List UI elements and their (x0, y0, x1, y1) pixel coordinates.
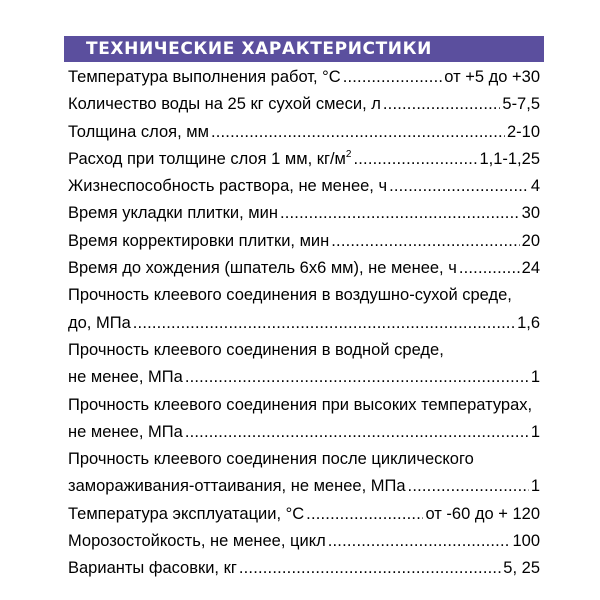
dot-leader (328, 528, 511, 555)
spec-label: Прочность клеевого соединения в водной среде, (68, 340, 444, 359)
spec-row-pot-life (68, 173, 540, 200)
spec-value: 1,1-1,25 (479, 149, 540, 168)
spec-value: 24 (521, 259, 540, 278)
spec-label: Прочность клеевого соединения после циклического (68, 450, 474, 469)
dot-leader (133, 310, 515, 337)
dot-leader (239, 555, 501, 582)
spec-row-strength-dry-line1 (68, 282, 540, 309)
dot-leader (211, 119, 505, 146)
spec-row-walk-time (68, 255, 540, 282)
dot-leader (185, 419, 529, 446)
spec-row-layer-thickness (68, 119, 540, 146)
dot-leader (408, 473, 529, 500)
spec-label: до, МПа (68, 313, 131, 332)
spec-label: Прочность клеевого соединения в воздушно-сухой среде, (68, 286, 512, 305)
spec-value: 20 (521, 231, 540, 250)
dot-leader (331, 228, 519, 255)
spec-row-laying-time (68, 200, 540, 227)
section-title: ТЕХНИЧЕСКИЕ ХАРАКТЕРИСТИКИ (86, 39, 432, 59)
section-header (64, 36, 544, 62)
spec-row-strength-cyclic (68, 473, 540, 500)
spec-row-strength-high-temp-line1 (68, 392, 540, 419)
dot-leader (353, 146, 477, 173)
dot-leader (280, 200, 520, 227)
spec-row-strength-cyclic-line1 (68, 446, 540, 473)
spec-label: Температура эксплуатации, °C (68, 504, 305, 523)
spec-label: Прочность клеевого соединения при высоких температурах, (68, 395, 533, 414)
spec-row-water-amount (68, 91, 540, 118)
dot-leader (185, 364, 529, 391)
spec-value: от +5 до +30 (444, 68, 540, 86)
spec-value: 100 (512, 532, 540, 551)
dot-leader (389, 173, 529, 200)
spec-row-strength-dry (68, 310, 540, 337)
dot-leader (343, 64, 443, 91)
spec-row-work-temperature (68, 64, 540, 91)
spec-label: Время укладки плитки, мин (68, 204, 278, 223)
spec-label: Морозостойкость, не менее, цикл (68, 532, 326, 551)
dot-leader (383, 91, 501, 118)
spec-value: 2-10 (506, 122, 540, 141)
spec-label: не менее, МПа (68, 368, 183, 387)
spec-row-strength-water-line1 (68, 337, 540, 364)
spec-label: Расход при толщине слоя 1 мм, кг/м (68, 149, 346, 168)
spec-row-strength-water (68, 364, 540, 391)
spec-value: 4 (530, 177, 540, 196)
spec-label: Время до хождения (шпатель 6х6 мм), не менее, ч (68, 259, 457, 278)
spec-label-superscript: 2 (345, 148, 352, 160)
spec-label: Жизнеспособность раствора, не менее, ч (68, 177, 388, 196)
spec-value: 1,6 (517, 313, 540, 332)
spec-value: 1 (530, 477, 540, 496)
spec-value: 30 (521, 204, 540, 223)
dot-leader (459, 255, 520, 282)
spec-label: не менее, МПа (68, 422, 183, 441)
spec-value: от -60 до + 120 (425, 504, 540, 523)
spec-value: 1 (530, 368, 540, 387)
spec-label: замораживания-оттаивания, не менее, МПа (68, 477, 406, 496)
spec-value: 5-7,5 (502, 95, 540, 114)
spec-value: 1 (530, 422, 540, 441)
spec-row-correction-time (68, 228, 540, 255)
spec-row-packaging (68, 555, 540, 582)
spec-label: Варианты фасовки, кг (68, 559, 237, 578)
spec-row-service-temperature (68, 501, 540, 528)
spec-label: Толщина слоя, мм (68, 122, 209, 141)
spec-list (68, 64, 540, 583)
spec-row-frost-resistance (68, 528, 540, 555)
spec-label: Температура выполнения работ, °C (68, 68, 341, 86)
spec-row-consumption (68, 146, 540, 173)
dot-leader (306, 501, 423, 528)
spec-label: Время корректировки плитки, мин (68, 231, 330, 250)
spec-row-strength-high-temp (68, 419, 540, 446)
spec-value: 5, 25 (503, 559, 540, 578)
spec-label-wrapper (68, 146, 351, 173)
spec-label: Количество воды на 25 кг сухой смеси, л (68, 95, 381, 114)
